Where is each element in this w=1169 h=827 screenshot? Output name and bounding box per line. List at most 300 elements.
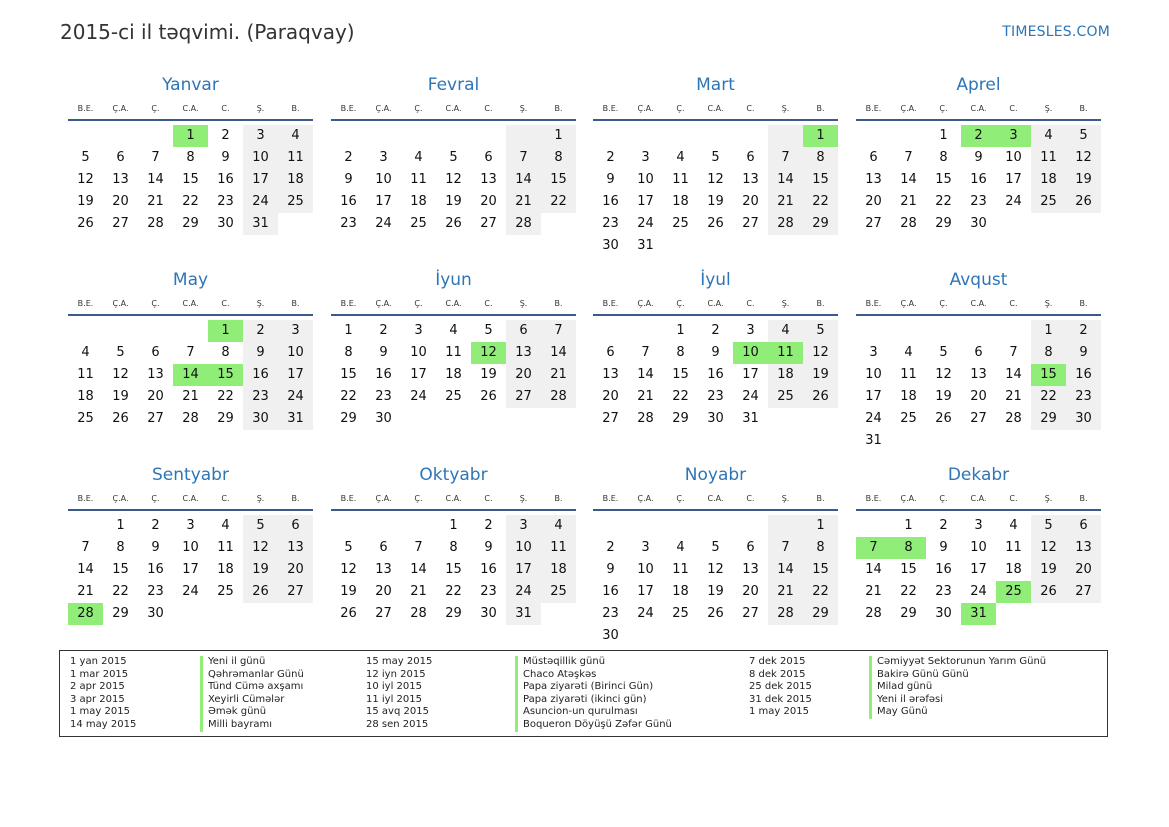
day-cell: 26 <box>243 581 278 603</box>
empty-cell <box>471 125 506 147</box>
day-cell: 2 <box>379 323 388 338</box>
day-cell: 31 <box>243 213 278 235</box>
weekday-label: B.E. <box>340 494 357 503</box>
week-row <box>68 408 313 430</box>
week-row <box>68 559 313 581</box>
day-cell: 2 <box>606 150 615 165</box>
day-cell: 8 <box>116 540 125 555</box>
day-cell: 16 <box>480 562 497 577</box>
weekday-label: B.E. <box>77 104 94 113</box>
weekday-header <box>856 488 1101 511</box>
day-cell: 23 <box>707 389 724 404</box>
empty-cell <box>803 408 838 430</box>
weekday-label: Ç. <box>939 299 948 308</box>
day-cell: 16 <box>970 172 987 187</box>
legend-date: 1 yan 2015 <box>70 656 127 667</box>
empty-cell <box>103 320 138 342</box>
day-cell: 31 <box>742 411 759 426</box>
day-cell: 6 <box>606 345 615 360</box>
weekday-label: B.E. <box>77 299 94 308</box>
day-cell: 12 <box>340 562 357 577</box>
legend-date: 2 apr 2015 <box>70 681 125 693</box>
weekday-label: C.A. <box>445 299 462 308</box>
empty-cell <box>593 125 628 147</box>
empty-cell <box>103 125 138 147</box>
day-cell: 31 <box>278 408 313 430</box>
week-row <box>68 147 313 169</box>
day-cell: 26 <box>112 411 129 426</box>
day-cell: 20 <box>278 559 313 581</box>
day-cell: 1 <box>676 323 685 338</box>
day-cell: 27 <box>278 581 313 603</box>
empty-cell <box>733 515 768 537</box>
empty-cell <box>663 235 698 257</box>
empty-cell <box>628 515 663 537</box>
day-cell: 13 <box>147 367 164 382</box>
day-cell: 5 <box>116 345 125 360</box>
legend-names-col3 <box>869 656 1046 719</box>
weekday-label: B. <box>1079 104 1088 113</box>
day-cell: 23 <box>935 584 952 599</box>
empty-cell <box>471 408 506 430</box>
empty-cell <box>541 603 576 625</box>
day-cell: 1 <box>344 323 353 338</box>
week-row <box>68 213 313 235</box>
week-row <box>856 515 1101 537</box>
week-row <box>856 320 1101 342</box>
day-cell: 22 <box>1031 386 1066 408</box>
weekday-label: C. <box>484 104 493 113</box>
weekday-label: Ç.A. <box>900 494 917 503</box>
empty-cell <box>698 625 733 647</box>
day-cell: 14 <box>147 172 164 187</box>
empty-cell <box>1031 603 1066 625</box>
day-cell: 17 <box>278 364 313 386</box>
day-cell: 25 <box>410 216 427 231</box>
day-cell: 24 <box>182 584 199 599</box>
holiday-legend <box>59 650 1108 737</box>
day-cell: 2 <box>151 518 160 533</box>
legend-holiday-name: Tünd Cümə axşamı <box>200 681 304 694</box>
empty-cell <box>68 320 103 342</box>
month-2 <box>331 74 576 235</box>
day-cell: 20 <box>602 389 619 404</box>
weekday-label: Ç.A. <box>112 104 129 113</box>
day-cell: 19 <box>445 194 462 209</box>
weekday-header <box>68 488 313 511</box>
day-cell: 4 <box>768 320 803 342</box>
weekday-label: Ç. <box>414 299 423 308</box>
week-row <box>68 581 313 603</box>
month-name: İyul <box>700 270 731 290</box>
day-cell: 6 <box>484 150 493 165</box>
day-cell: 19 <box>803 364 838 386</box>
day-cell: 19 <box>243 559 278 581</box>
holiday-day-cell: 12 <box>471 342 506 364</box>
weekday-label: B. <box>554 104 563 113</box>
day-cell: 14 <box>541 342 576 364</box>
month-7 <box>593 269 838 430</box>
day-cell: 17 <box>637 584 654 599</box>
weekday-label: C. <box>1009 494 1018 503</box>
day-cell: 8 <box>221 345 230 360</box>
week-row <box>68 342 313 364</box>
legend-date: 25 dek 2015 <box>749 681 812 693</box>
weekday-label: C. <box>746 299 755 308</box>
day-cell: 21 <box>541 364 576 386</box>
week-row <box>68 169 313 191</box>
weekday-label: C. <box>1009 104 1018 113</box>
week-row <box>856 364 1101 386</box>
day-cell: 13 <box>970 367 987 382</box>
day-cell: 22 <box>217 389 234 404</box>
week-row <box>856 147 1101 169</box>
week-row <box>331 125 576 147</box>
day-cell: 20 <box>1066 559 1101 581</box>
weekday-label: Ç.A. <box>637 494 654 503</box>
day-cell: 7 <box>541 320 576 342</box>
day-cell: 27 <box>480 216 497 231</box>
empty-cell <box>628 320 663 342</box>
weekday-label: Ç.A. <box>900 299 917 308</box>
week-row <box>593 386 838 408</box>
week-row <box>331 408 576 430</box>
day-cell: 19 <box>707 194 724 209</box>
legend-date: 28 sen 2015 <box>366 718 429 730</box>
weekday-label: C. <box>746 494 755 503</box>
day-cell: 21 <box>506 191 541 213</box>
day-cell: 7 <box>768 147 803 169</box>
weekday-label: Ş. <box>519 299 528 308</box>
weekday-label: B. <box>1079 299 1088 308</box>
day-cell: 2 <box>243 320 278 342</box>
weekday-label: C. <box>221 299 230 308</box>
day-cell: 30 <box>935 606 952 621</box>
day-cell: 16 <box>147 562 164 577</box>
day-cell: 13 <box>278 537 313 559</box>
legend-date: 15 may 2015 <box>366 656 433 667</box>
day-cell: 11 <box>900 367 917 382</box>
weekday-label: B.E. <box>602 494 619 503</box>
day-cell: 20 <box>480 194 497 209</box>
month-name: May <box>172 270 209 290</box>
day-cell: 3 <box>869 345 878 360</box>
week-row <box>856 213 1101 235</box>
day-cell: 8 <box>803 147 838 169</box>
day-cell: 27 <box>375 606 392 621</box>
day-cell: 30 <box>147 606 164 621</box>
weekday-label: C.A. <box>707 104 724 113</box>
empty-cell <box>768 125 803 147</box>
day-cell: 24 <box>637 216 654 231</box>
day-cell: 18 <box>217 562 234 577</box>
day-cell: 4 <box>449 323 458 338</box>
weekday-label: Ç.A. <box>375 299 392 308</box>
day-cell: 26 <box>480 389 497 404</box>
empty-cell <box>1066 603 1101 625</box>
day-cell: 10 <box>375 172 392 187</box>
day-cell: 26 <box>803 386 838 408</box>
holiday-day-cell: 25 <box>996 581 1031 603</box>
weekday-label: B.E. <box>340 299 357 308</box>
weekday-label: Ç. <box>939 494 948 503</box>
weekday-label: Ş. <box>781 104 790 113</box>
day-cell: 25 <box>541 581 576 603</box>
day-cell: 17 <box>1005 172 1022 187</box>
legend-holiday-name: Müstəqillik günü <box>515 656 672 669</box>
day-cell: 1 <box>939 128 948 143</box>
week-row <box>331 515 576 537</box>
day-cell: 4 <box>278 125 313 147</box>
empty-cell <box>628 125 663 147</box>
day-cell: 19 <box>340 584 357 599</box>
day-cell: 17 <box>243 169 278 191</box>
day-cell: 26 <box>1031 581 1066 603</box>
day-cell: 16 <box>602 194 619 209</box>
day-cell: 27 <box>970 411 987 426</box>
day-cell: 22 <box>541 191 576 213</box>
day-cell: 2 <box>221 128 230 143</box>
day-cell: 6 <box>278 515 313 537</box>
week-row <box>856 342 1101 364</box>
empty-cell <box>926 430 961 452</box>
day-cell: 31 <box>865 433 882 448</box>
holiday-day-cell: 15 <box>208 364 243 386</box>
weekday-label: Ş. <box>1044 494 1053 503</box>
day-cell: 20 <box>742 194 759 209</box>
day-cell: 12 <box>707 172 724 187</box>
day-cell: 28 <box>637 411 654 426</box>
day-cell: 9 <box>606 172 615 187</box>
day-cell: 18 <box>672 584 689 599</box>
month-1 <box>68 74 313 235</box>
legend-holiday-name: Chaco Atəşkəs <box>515 669 672 682</box>
weekday-header <box>593 293 838 316</box>
legend-holiday-name: Milad günü <box>869 681 1046 694</box>
day-cell: 13 <box>742 172 759 187</box>
day-cell: 11 <box>77 367 94 382</box>
day-cell: 8 <box>676 345 685 360</box>
day-cell: 10 <box>182 540 199 555</box>
day-cell: 9 <box>711 345 720 360</box>
day-cell: 22 <box>803 581 838 603</box>
day-cell: 11 <box>1005 540 1022 555</box>
day-cell: 5 <box>711 150 720 165</box>
empty-cell <box>68 515 103 537</box>
day-cell: 12 <box>77 172 94 187</box>
weekday-header <box>331 98 576 121</box>
holiday-day-cell: 1 <box>803 125 838 147</box>
day-cell: 24 <box>865 411 882 426</box>
day-cell: 21 <box>768 581 803 603</box>
day-cell: 23 <box>602 216 619 231</box>
weekday-header <box>856 293 1101 316</box>
month-8 <box>856 269 1101 452</box>
day-cell: 10 <box>1005 150 1022 165</box>
day-cell: 21 <box>1005 389 1022 404</box>
day-cell: 11 <box>410 172 427 187</box>
weekday-label: C.A. <box>182 299 199 308</box>
day-cell: 30 <box>217 216 234 231</box>
day-cell: 12 <box>1066 147 1101 169</box>
day-cell: 2 <box>344 150 353 165</box>
day-cell: 13 <box>480 172 497 187</box>
empty-cell <box>803 235 838 257</box>
day-cell: 23 <box>480 584 497 599</box>
weekday-label: Ş. <box>781 494 790 503</box>
day-cell: 4 <box>81 345 90 360</box>
day-cell: 14 <box>865 562 882 577</box>
month-12 <box>856 464 1101 625</box>
day-cell: 23 <box>1066 386 1101 408</box>
day-cell: 23 <box>375 389 392 404</box>
holiday-day-cell: 7 <box>856 537 891 559</box>
day-cell: 5 <box>81 150 90 165</box>
day-cell: 25 <box>672 216 689 231</box>
day-cell: 8 <box>344 345 353 360</box>
week-row <box>593 147 838 169</box>
week-row <box>856 125 1101 147</box>
legend-names-col2 <box>515 656 672 732</box>
day-cell: 23 <box>602 606 619 621</box>
day-cell: 17 <box>637 194 654 209</box>
day-cell: 4 <box>541 515 576 537</box>
holiday-day-cell: 3 <box>996 125 1031 147</box>
day-cell: 21 <box>637 389 654 404</box>
weekday-label: Ç.A. <box>900 104 917 113</box>
day-cell: 24 <box>506 581 541 603</box>
day-cell: 18 <box>900 389 917 404</box>
weekday-label: B.E. <box>865 104 882 113</box>
empty-cell <box>891 320 926 342</box>
weekday-label: C.A. <box>445 104 462 113</box>
weekday-label: Ş. <box>1044 299 1053 308</box>
weekday-label: B. <box>816 104 825 113</box>
legend-date: 1 mar 2015 <box>70 668 129 680</box>
day-cell: 24 <box>1005 194 1022 209</box>
month-name: Dekabr <box>947 465 1010 485</box>
month-6 <box>331 269 576 430</box>
week-row <box>593 125 838 147</box>
weekday-label: C.A. <box>445 494 462 503</box>
day-cell: 5 <box>344 540 353 555</box>
weekday-label: Ç.A. <box>375 104 392 113</box>
brand-logo-text[interactable]: TIMESLES.COM <box>1002 24 1110 40</box>
day-cell: 27 <box>506 386 541 408</box>
day-cell: 16 <box>375 367 392 382</box>
empty-cell <box>663 125 698 147</box>
day-cell: 17 <box>410 367 427 382</box>
day-cell: 24 <box>970 584 987 599</box>
week-row <box>593 364 838 386</box>
empty-cell <box>1031 430 1066 452</box>
empty-cell <box>401 515 436 537</box>
day-cell: 20 <box>147 389 164 404</box>
day-cell: 15 <box>900 562 917 577</box>
day-cell: 17 <box>182 562 199 577</box>
day-cell: 1 <box>1031 320 1066 342</box>
day-cell: 20 <box>375 584 392 599</box>
empty-cell <box>698 235 733 257</box>
month-name: Sentyabr <box>152 465 229 485</box>
day-cell: 10 <box>970 540 987 555</box>
weekday-label: C. <box>221 494 230 503</box>
day-cell: 10 <box>637 172 654 187</box>
legend-dates-col3 <box>749 656 812 719</box>
day-cell: 7 <box>151 150 160 165</box>
weekday-label: C.A. <box>182 104 199 113</box>
week-row <box>593 559 838 581</box>
day-cell: 29 <box>803 603 838 625</box>
empty-cell <box>891 430 926 452</box>
weekday-label: B.E. <box>77 494 94 503</box>
holiday-day-cell: 11 <box>768 342 803 364</box>
day-cell: 6 <box>116 150 125 165</box>
day-cell: 11 <box>672 562 689 577</box>
week-row <box>331 213 576 235</box>
day-cell: 8 <box>1031 342 1066 364</box>
legend-holiday-name: Bakirə Günü Günü <box>869 669 1046 682</box>
weekday-label: Ş. <box>519 494 528 503</box>
legend-holiday-name: Asuncion-un qurulması <box>515 706 672 719</box>
day-cell: 28 <box>506 213 541 235</box>
weekday-label: B.E. <box>865 494 882 503</box>
day-cell: 25 <box>1031 191 1066 213</box>
day-cell: 22 <box>445 584 462 599</box>
holiday-day-cell: 10 <box>733 342 768 364</box>
week-row <box>331 581 576 603</box>
empty-cell <box>856 320 891 342</box>
day-cell: 13 <box>1066 537 1101 559</box>
day-cell: 1 <box>541 125 576 147</box>
day-cell: 13 <box>742 562 759 577</box>
day-cell: 5 <box>484 323 493 338</box>
day-cell: 15 <box>935 172 952 187</box>
weekday-label: Ç.A. <box>637 104 654 113</box>
weekday-label: Ş. <box>256 299 265 308</box>
empty-cell <box>891 125 926 147</box>
day-cell: 12 <box>803 342 838 364</box>
day-cell: 22 <box>182 194 199 209</box>
weekday-label: Ç. <box>676 104 685 113</box>
day-cell: 3 <box>243 125 278 147</box>
month-name: Fevral <box>427 75 480 95</box>
day-cell: 29 <box>900 606 917 621</box>
weekday-label: C. <box>1009 299 1018 308</box>
empty-cell <box>628 625 663 647</box>
week-row <box>593 191 838 213</box>
day-cell: 7 <box>904 150 913 165</box>
legend-names-col1 <box>200 656 304 732</box>
day-cell: 14 <box>768 169 803 191</box>
empty-cell <box>663 625 698 647</box>
day-cell: 23 <box>243 386 278 408</box>
week-row <box>331 169 576 191</box>
empty-cell <box>68 125 103 147</box>
day-cell: 22 <box>935 194 952 209</box>
legend-date: 31 dek 2015 <box>749 693 812 705</box>
day-cell: 4 <box>221 518 230 533</box>
week-row <box>593 342 838 364</box>
day-cell: 5 <box>803 320 838 342</box>
weekday-label: Ç. <box>151 104 160 113</box>
week-row <box>68 603 313 625</box>
legend-holiday-name: Qəhrəmanlar Günü <box>200 669 304 682</box>
empty-cell <box>663 515 698 537</box>
weekday-label: B. <box>1079 494 1088 503</box>
day-cell: 28 <box>410 606 427 621</box>
day-cell: 19 <box>1031 559 1066 581</box>
